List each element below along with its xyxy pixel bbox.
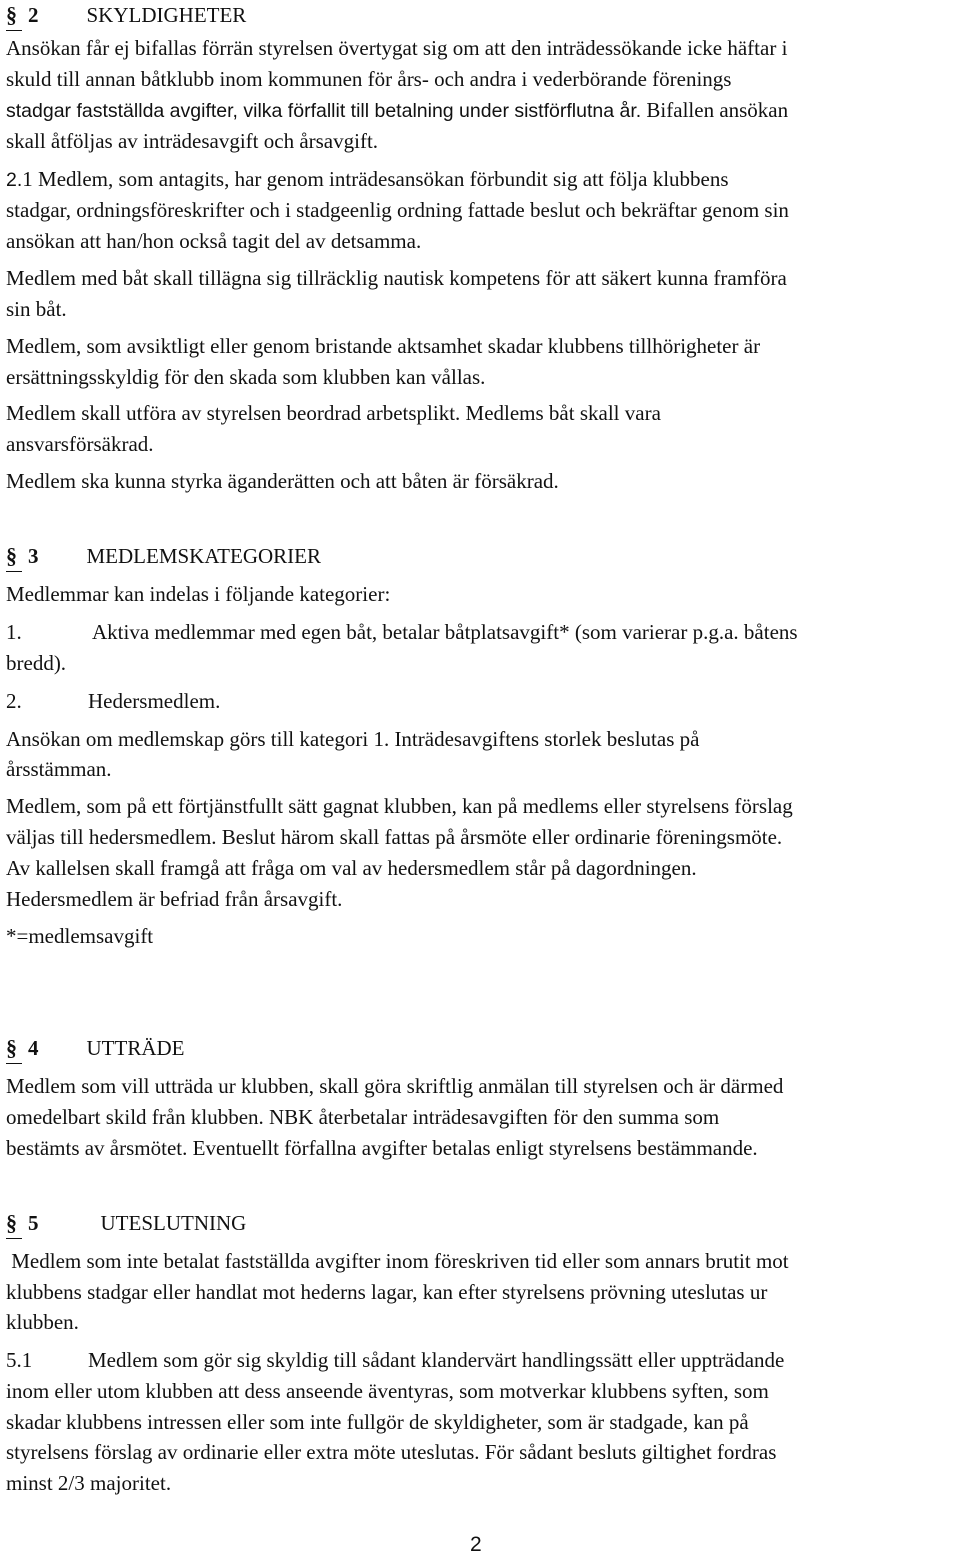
text-line: Ansökan får ej bifallas förrän styrelsen övertygat sig om att den inträdessökande icke häftar i — [6, 36, 788, 60]
text-line: väljas till hedersmedlem. Beslut härom skall fattas på årsmöte eller ordinarie föreningsmöte. — [6, 825, 783, 849]
text-line: Medlem med båt skall tillägna sig tillräcklig nautisk kompetens för att säkert kunna framföra — [6, 266, 787, 290]
paragraph-number: 5.1 — [6, 1348, 33, 1372]
section-number: 5 — [28, 1211, 39, 1235]
text-line — [6, 95, 788, 126]
text-line: Medlem som inte betalat fastställda avgifter inom föreskriven tid eller som annars brutit mot — [6, 1249, 789, 1273]
text-line: bestämts av årsmötet. Eventuellt förfallna avgifter betalas enligt styrelsens bestämmande. — [6, 1136, 758, 1160]
text-span: 2. — [6, 169, 23, 191]
text-line: Medlem skall utföra av styrelsen beordrad arbetsplikt. Medlems båt skall vara — [6, 401, 661, 425]
text-span: Medlem som gör sig skyldig till sådant klandervärt handlingssätt eller uppträdande — [88, 1348, 785, 1372]
text-span: 1 Medlem, som antagits, har genom inträdesansökan förbundit sig att följa klubbens — [22, 167, 729, 191]
paragraph-symbol: § — [6, 541, 22, 572]
text-line: Av kallelsen skall framgå att fråga om val av hedersmedlem står på dagordningen. — [6, 856, 697, 880]
text-line: ansvarsförsäkrad. — [6, 432, 154, 456]
list-item — [6, 617, 798, 647]
section-2-heading — [6, 0, 246, 31]
text-line: Medlem, som på ett förtjänstfullt sätt gagnat klubben, kan på medlems eller styrelsens förslag — [6, 794, 793, 818]
text-line: Medlem som vill utträda ur klubben, skall göra skriftlig anmälan till styrelsen och är därmed — [6, 1074, 784, 1098]
paragraph-symbol: § — [6, 1033, 22, 1064]
page-number: 2 — [470, 1533, 482, 1556]
text-line: skall åtföljas av inträdesavgift och årsavgift. — [6, 129, 379, 153]
text-line: inom eller utom klubben att dess anseende äventyras, som motverkar klubbens syften, som — [6, 1379, 769, 1403]
section-title: UTESLUTNING — [100, 1211, 247, 1235]
text-line: Ansökan om medlemskap görs till kategori 1. Inträdesavgiftens storlek beslutas på — [6, 727, 700, 751]
text-line: skuld till annan båtklubb inom kommunen för års- och andra i vederbörande förenings — [6, 67, 732, 91]
list-text: Aktiva medlemmar med egen båt, betalar båtplatsavgift* (som varierar p.g.a. båtens — [92, 620, 798, 644]
section-number: 3 — [28, 544, 39, 568]
text-line: sin båt. — [6, 297, 67, 321]
text-line: *=medlemsavgift — [6, 924, 154, 948]
text-line: omedelbart skild från klubben. NBK återbetalar inträdesavgiften för den summa som — [6, 1105, 720, 1129]
text-line: klubben. — [6, 1310, 79, 1334]
list-item — [6, 686, 220, 716]
numbered-paragraph — [6, 1345, 784, 1375]
text-line: stadgar, ordningsföreskrifter och i stadgeenlig ordning fattade beslut och bekräftar genom sin — [6, 198, 789, 222]
list-number: 2. — [6, 689, 22, 713]
text-line: Medlem, som avsiktligt eller genom bristande aktsamhet skadar klubbens tillhörigheter är — [6, 334, 761, 358]
section-title: UTTRÄDE — [86, 1036, 185, 1060]
list-number: 1. — [6, 620, 22, 644]
text-span: stadgar fastställda avgifter, vilka förfallit till betalning under sistförflutna år. — [6, 100, 642, 122]
text-line: Hedersmedlem är befriad från årsavgift. — [6, 887, 343, 911]
text-line: ansökan att han/hon också tagit del av detsamma. — [6, 229, 422, 253]
paragraph-symbol: § — [6, 1208, 22, 1239]
text-line: bredd). — [6, 651, 67, 675]
list-text: Hedersmedlem. — [88, 689, 221, 713]
section-5-heading — [6, 1208, 246, 1239]
text-line: Medlemmar kan indelas i följande kategorier: — [6, 582, 391, 606]
text-line: styrelsens förslag av ordinarie eller extra möte uteslutas. För sådant besluts giltighet fordras — [6, 1440, 777, 1464]
text-span: Bifallen ansökan — [641, 98, 789, 122]
text-line — [6, 164, 729, 195]
text-line: skadar klubbens intressen eller som inte fullgör de skyldigheter, som är stadgade, kan på — [6, 1410, 749, 1434]
text-line: ersättningsskyldig för den skada som klubben kan vållas. — [6, 365, 486, 389]
text-line: minst 2/3 majoritet. — [6, 1471, 172, 1495]
text-line: klubbens stadgar eller handlat mot hederns lagar, kan efter styrelsens prövning uteslutas ur — [6, 1280, 768, 1304]
text-line: Medlem ska kunna styrka äganderätten och att båten är försäkrad. — [6, 469, 559, 493]
paragraph-symbol: § — [6, 0, 22, 31]
text-line: årsstämman. — [6, 757, 112, 781]
section-number: 4 — [28, 1036, 39, 1060]
section-number: 2 — [28, 3, 39, 27]
section-title: SKYLDIGHETER — [86, 3, 247, 27]
section-3-heading — [6, 541, 321, 572]
section-title: MEDLEMSKATEGORIER — [86, 544, 321, 568]
section-4-heading — [6, 1033, 185, 1064]
